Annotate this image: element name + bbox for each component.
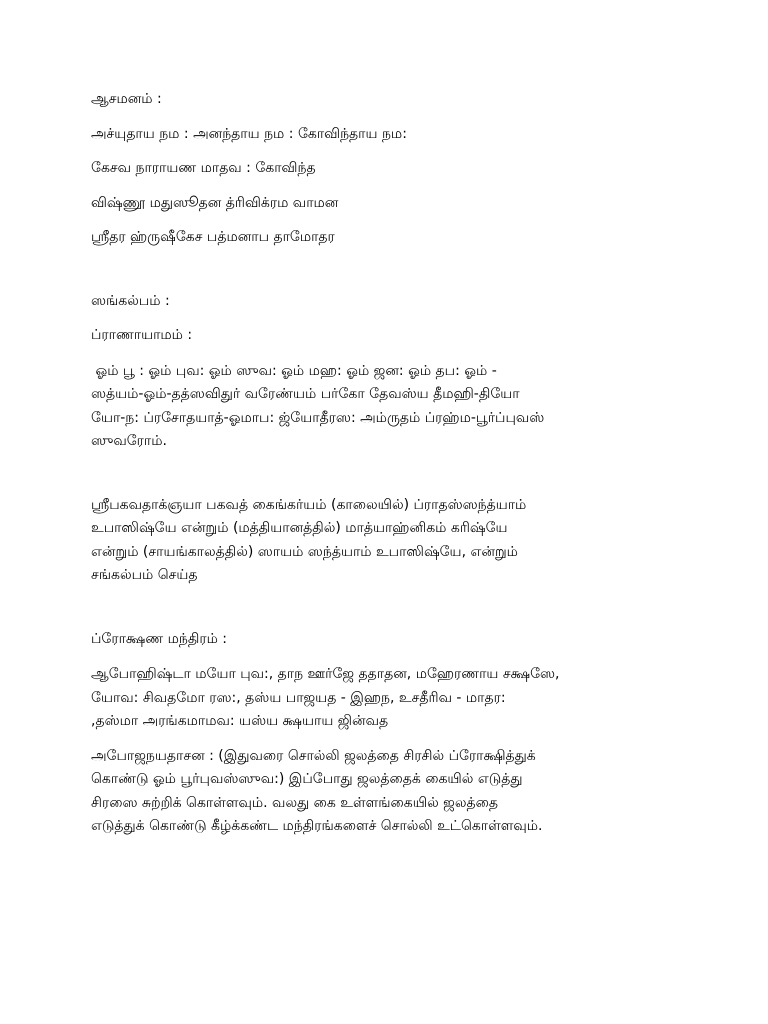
instructions-section bbox=[91, 745, 711, 839]
achamanam-line: கேசவ நாராயண மாதவ : கோவிந்த bbox=[91, 160, 316, 176]
sankalpa-text-line: ஸ்ரீபகவதாக்ஞயா பகவத் கைங்கர்யம் (காலையில்) ப்ராதஸ்ஸந்த்யாம் bbox=[91, 496, 527, 513]
prokshana-section bbox=[91, 628, 711, 734]
sankalpam-heading: ஸங்கல்பம் : bbox=[91, 292, 170, 309]
sankalpam-section bbox=[91, 290, 711, 314]
pranayamam-section bbox=[91, 324, 711, 454]
achamanam-line: ஸ்ரீதர ஹ்ருஷீகேச பத்மனாப தாமோதர bbox=[91, 229, 335, 245]
instructions-line: எடுத்துக் கொண்டு கீழ்க்கண்ட மந்திரங்களைச் சொல்லி உட்கொள்ளவும். bbox=[91, 818, 543, 834]
prokshana-heading: ப்ரோக்ஷண மந்திரம் : bbox=[91, 630, 228, 647]
achamanam-heading: ஆசமனம் : bbox=[91, 91, 162, 107]
pranayamam-line: ஸத்யம்-ஓம்-தத்ஸவிதுர் வரேண்யம் பர்கோ தேவஸ்ய தீமஹி-தியோ bbox=[91, 386, 520, 402]
sankalpa-text-line: என்றும் (சாயங்காலத்தில்) ஸாயம் ஸந்த்யாம் உபாஸிஷ்யே, என்றும் bbox=[91, 543, 518, 560]
instructions-line: கொண்டு ஓம் பூர்புவஸ்ஸுவ:) இப்போது ஜலத்தைக் கையில் எடுத்து bbox=[91, 771, 523, 787]
prokshana-line: ஆபோஹிஷ்டா மயோ புவ:, தாந ஊர்ஜே ததாதன, மஹேரணாய சக்ஷஸே, bbox=[91, 666, 560, 682]
pranayamam-line: ஓம் பூ : ஓம் புவ: ஓம் ஸுவ: ஓம் மஹ: ஓம் ஜன: ஓம் தப: ஓம் - bbox=[91, 362, 497, 379]
sankalpa-text-line: சங்கல்பம் செய்த bbox=[91, 567, 198, 583]
achamanam-line: விஷ்ணூ மதுஸூதன த்ரிவிக்ரம வாமன bbox=[91, 194, 339, 211]
pranayamam-heading: ப்ராணாயாமம் : bbox=[91, 327, 193, 343]
achamanam-line: அச்யுதாய நம : அனந்தாய நம : கோவிந்தாய நம: bbox=[91, 125, 407, 142]
document-page bbox=[91, 88, 711, 839]
instructions-line: அபோஜநயதாசன : (இதுவரை சொல்லி ஜலத்தை சிரசில் ப்ரோக்ஷித்துக் bbox=[91, 747, 536, 764]
prokshana-line: யோவ: சிவதமோ ரஸ:, தஸ்ய பாஜயத - இஹந, உசதீரிவ - மாதர: bbox=[91, 689, 506, 706]
prokshana-line: ,தஸ்மா அரங்கமாமவ: யஸ்ய க்ஷயாய ஜின்வத bbox=[91, 713, 389, 729]
sankalpa-text-line: உபாஸிஷ்யே என்றும் (மத்தியானத்தில்) மாத்யாஹ்னிகம் கரிஷ்யே bbox=[91, 520, 508, 536]
instructions-line: சிரஸை சுற்றிக் கொள்ளவும். வலது கை உள்ளங்கையில் ஜலத்தை bbox=[91, 794, 498, 811]
pranayamam-line: யோ-ந: ப்ரசோதயாத்-ஓமாப: ஜ்யோதீரஸ: அம்ருதம் ப்ரஹ்ம-பூர்ப்புவஸ் bbox=[91, 409, 545, 426]
sankalpa-text-section bbox=[91, 494, 711, 588]
achamanam-section bbox=[91, 88, 711, 250]
pranayamam-line: ஸுவரோம். bbox=[91, 433, 167, 449]
